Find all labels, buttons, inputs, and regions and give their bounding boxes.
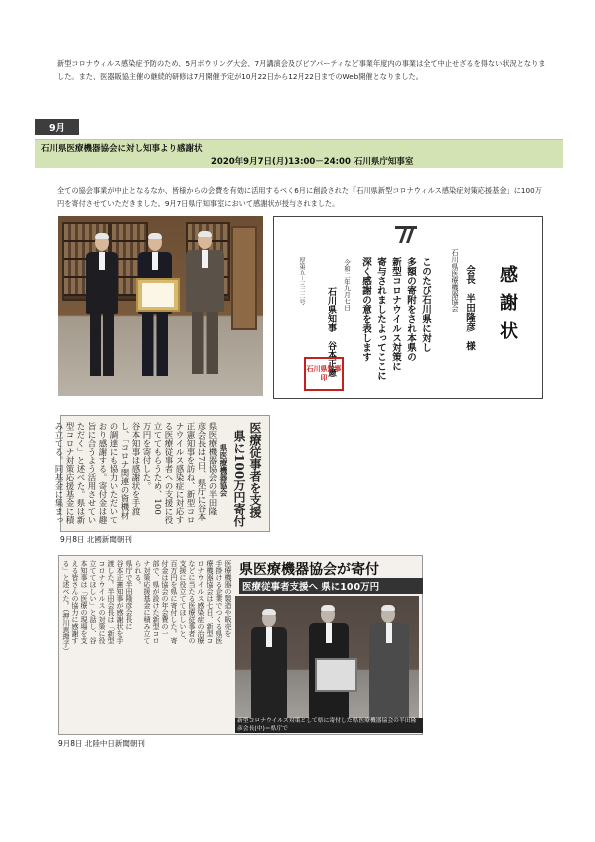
clipping-text-line: 旨に合うよう活用させてい bbox=[86, 422, 96, 524]
certificate-line: 寄与されましたよってここに bbox=[375, 257, 386, 381]
clipping2-caption: 9月8日 北陸中日新聞朝刊 bbox=[58, 739, 145, 748]
certificate-line: このたび石川県に対し bbox=[420, 257, 431, 352]
clipping-text-line: 正憲知事を訪ね、新型コロ bbox=[185, 422, 195, 524]
certificate-line: 多額の寄附をされ本県の bbox=[405, 257, 416, 362]
certificate-image bbox=[273, 216, 543, 399]
newspaper-clipping-chunichi bbox=[58, 555, 423, 735]
clipping-text-line: 万円を寄付した。 bbox=[141, 422, 151, 490]
certificate-title: 感謝状 bbox=[497, 265, 518, 349]
clipping2-subheadline: 医療従事者支援へ 県に100万円 bbox=[239, 578, 423, 594]
clipping-text-line: 医療機器の製造や販売を bbox=[224, 560, 232, 637]
clipping-text-line: 立ててもらうため、100 bbox=[152, 422, 162, 515]
clipping-text-line: 百万円を県に寄付した。寄 bbox=[170, 560, 178, 644]
governor-seal: 石川県知事印 bbox=[304, 357, 344, 391]
door bbox=[231, 226, 257, 330]
certificate-date: 令和二年九月七日 bbox=[343, 259, 351, 311]
newspaper-clipping-hokkoku bbox=[53, 415, 270, 532]
certificate-line: 新型コロナウイルス対策に bbox=[390, 257, 401, 371]
clipping-text-line: コロナウイルスの対策に役 bbox=[98, 560, 106, 644]
certificate-issuer: 石川県知事 谷本正憲 bbox=[326, 287, 336, 377]
framed-certificate bbox=[315, 658, 357, 692]
clipping-text-line: 部で、県が設けた新型コロ bbox=[152, 560, 160, 644]
clipping-text-line: ナ対策応援基金に積み立て bbox=[143, 560, 151, 644]
clipping-text-line: ただく」と述べた。県は新 bbox=[75, 422, 85, 524]
intro-paragraph: 新型コロナウィルス感染症予防のため、5月ボウリング大会、7月講演会及びビアパーティなど事業年度内の事業は全て中止せざるを得ない状況となりました。また、医器販協主催の継続的研修は7月開催予定が10月22日から12月22日までのWeb開催となりました。 bbox=[57, 59, 546, 81]
clipping-text-line: 県医療機器協会の半田隆 bbox=[207, 422, 217, 516]
clipping-text-line: ロナウイルス感染症の治療 bbox=[197, 560, 205, 644]
clipping-text-line: る」と述べた。（押川恵理子） bbox=[62, 560, 70, 655]
clipping-text-line: 療機器協会は七日、新型コ bbox=[206, 560, 214, 644]
event-title: 石川県医療機器協会に対し知事より感謝状 bbox=[41, 144, 203, 154]
clipping-text-line: られる。 bbox=[134, 560, 142, 588]
clipping2-photo bbox=[235, 596, 419, 718]
clipping1-caption: 9月8日 北國新聞朝刊 bbox=[60, 535, 132, 544]
clipping-text-line: 手掛ける企業でつくる県医 bbox=[215, 560, 223, 644]
clipping-text-line: 立ててほしい」と話し、谷 bbox=[89, 560, 97, 644]
clipping-text-line: 谷本正憲知事が感謝状を手 bbox=[116, 560, 124, 644]
clipping2-body bbox=[62, 560, 232, 728]
clipping-text-line: 彦会長は7日、県庁に谷本 bbox=[196, 422, 206, 521]
certificate-number: 厚第五－三二二号 bbox=[298, 257, 305, 306]
clipping2-photo-caption: 新型コロナウイルス対策として県に寄付した県医療機器協会の半田隆彦会長(中)＝県庁で bbox=[235, 718, 423, 733]
clipping-byline: 県医療機器協会 bbox=[219, 444, 228, 497]
certificate-org: 石川県医療機器協会 bbox=[451, 249, 459, 312]
clipping-text-line: 付金は協会の年会費の一 bbox=[161, 560, 169, 637]
clipping-text-line: える皆さんの協力に感謝す bbox=[71, 560, 79, 644]
clipping-text-line: し、「コロナ関連の資機材 bbox=[119, 422, 129, 520]
ceremony-photo bbox=[58, 216, 263, 396]
month-badge: 9月 bbox=[35, 119, 79, 135]
ishikawa-logo-icon bbox=[393, 223, 419, 245]
clipping-headline: 県に100万円寄付 bbox=[232, 430, 246, 528]
clipping-text-line: おり感謝する。寄付金は趣 bbox=[97, 422, 107, 524]
framed-certificate bbox=[136, 278, 180, 312]
clipping-text-line: の調達にも協力いただいて bbox=[108, 422, 118, 524]
clipping2-headline: 県医療機器協会が寄付 bbox=[239, 562, 379, 578]
clipping-text-line: 型コロナ対策応援基金に積 bbox=[64, 422, 74, 524]
event-datetime-location: 2020年9月7日(月)13:00－24:00 石川県庁知事室 bbox=[211, 157, 414, 167]
clipping-text-line: 支援に役立ててほしいと、 bbox=[179, 560, 187, 644]
event-description: 全ての協会事業が中止となるなか、皆様からの会費を有効に活用するべく6月に創設された「石川県新型コロナウィルス感染症対策応援基金」に100万円を寄付させていただきました。9月7日県庁知事室において感謝状が授与されました。 bbox=[57, 186, 542, 208]
certificate-recipient: 会長 半田隆彦 様 bbox=[464, 265, 475, 351]
clipping-text-line: などに当たる医療従事者の bbox=[188, 560, 196, 644]
certificate-line: 深く感謝の意を表します bbox=[360, 257, 371, 362]
clipping-text-line: 谷本知事は感謝状を手渡 bbox=[130, 422, 140, 516]
clipping-text-line: み立てる。同基金に集まっ bbox=[53, 422, 63, 524]
event-title-bar bbox=[35, 139, 563, 168]
clipping-text-line: 渡した。半田会長は「新型 bbox=[107, 560, 115, 644]
clipping-text-line: ナウイルス感染症に対応す bbox=[174, 422, 184, 524]
clipping-headline: 医療従事者を支援 bbox=[248, 422, 262, 518]
clipping-text-line: 県庁で半田隆彦会長に bbox=[125, 560, 133, 630]
clipping-text-line: 本知事は「医療の現場を支 bbox=[80, 560, 88, 644]
clipping-text-line: る医療従事者への支援に役 bbox=[163, 422, 173, 524]
